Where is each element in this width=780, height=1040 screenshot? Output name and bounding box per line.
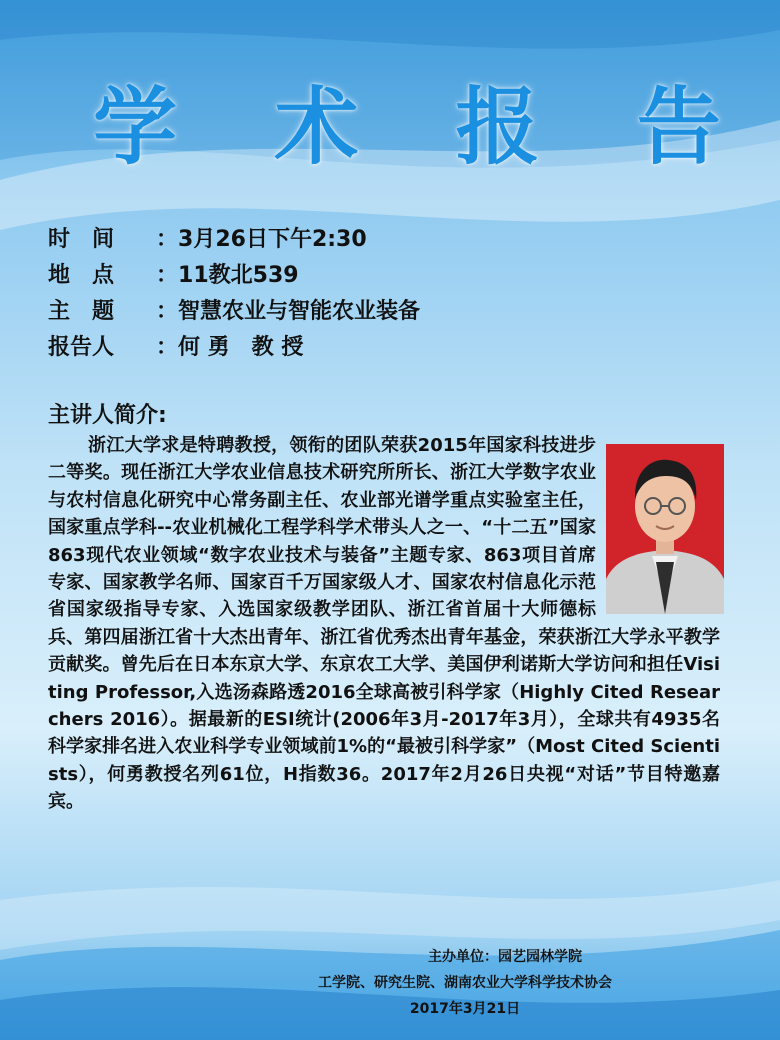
info-row-time: [48, 222, 420, 258]
info-value: 11教北539: [178, 263, 299, 288]
organizer-cohosts: 工学院、研究生院、湖南农业大学科学技术协会: [318, 975, 612, 991]
speaker-photo: [606, 444, 724, 614]
bio-text: 浙江大学求是特聘教授，领衔的团队荣获2015年国家科技进步二等奖。现任浙江大学农业信息技术研究所所长、浙江大学数字农业与农村信息化研究中心常务副主任、农业部光谱学重点实验室主任，国家重点学科--农业机械化工程学科学术带头人之一、“十二五”国家863现代农业领域“数字农业技术与装备”主题专家、863项目首席专家、国家教学名师、国家百千万国家级人才、国家农村信息化示范省国家级指导专家、入选国家级教学团队、浙江省首届十大师德标兵、第四届浙江省十大杰出青年、浙江省优秀杰出青年基金，荣获浙江大学永平教学贡献奖。曾先后在日本东京大学、东京农工大学、美国伊利诺斯大学访问和担任Visiting Professor,入选汤森路透2016全球高被引科学家（Highly Cited Researchers 2016）。据最新的ESI统计(2006年3月-2017年3月），全球共有4935名科学家排名进入农业科学专业领域前1%的“最被引科学家”（Most Cited Scientists），何勇教授名列61位，H指数36。2017年2月26日央视“对话”节目特邀嘉宾。: [48, 435, 720, 813]
section-heading: 主讲人简介:: [48, 403, 167, 428]
info-separator: ：: [156, 299, 179, 324]
info-separator: ：: [156, 227, 179, 252]
organizer-block: [250, 944, 680, 1022]
info-row-speaker: [48, 330, 420, 366]
info-label: 地 点: [48, 263, 115, 288]
speaker-bio: [48, 432, 720, 816]
organizer-date: 2017年3月21日: [409, 1001, 521, 1017]
info-label: 报告人: [48, 335, 115, 360]
info-separator: ：: [156, 263, 179, 288]
info-value: 3月26日下午2:30: [178, 227, 367, 252]
info-row-topic: [48, 294, 420, 330]
info-label: 时 间: [48, 227, 115, 252]
info-value: 智慧农业与智能农业装备: [178, 299, 421, 324]
event-info: [48, 222, 420, 366]
poster-title: 学 术 报 告: [93, 78, 755, 176]
organizer-host: 主办单位：园艺园林学院: [428, 949, 582, 965]
info-value: 何 勇 教 授: [178, 335, 304, 360]
info-row-location: [48, 258, 420, 294]
info-label: 主 题: [48, 299, 115, 324]
info-separator: ：: [156, 335, 179, 360]
